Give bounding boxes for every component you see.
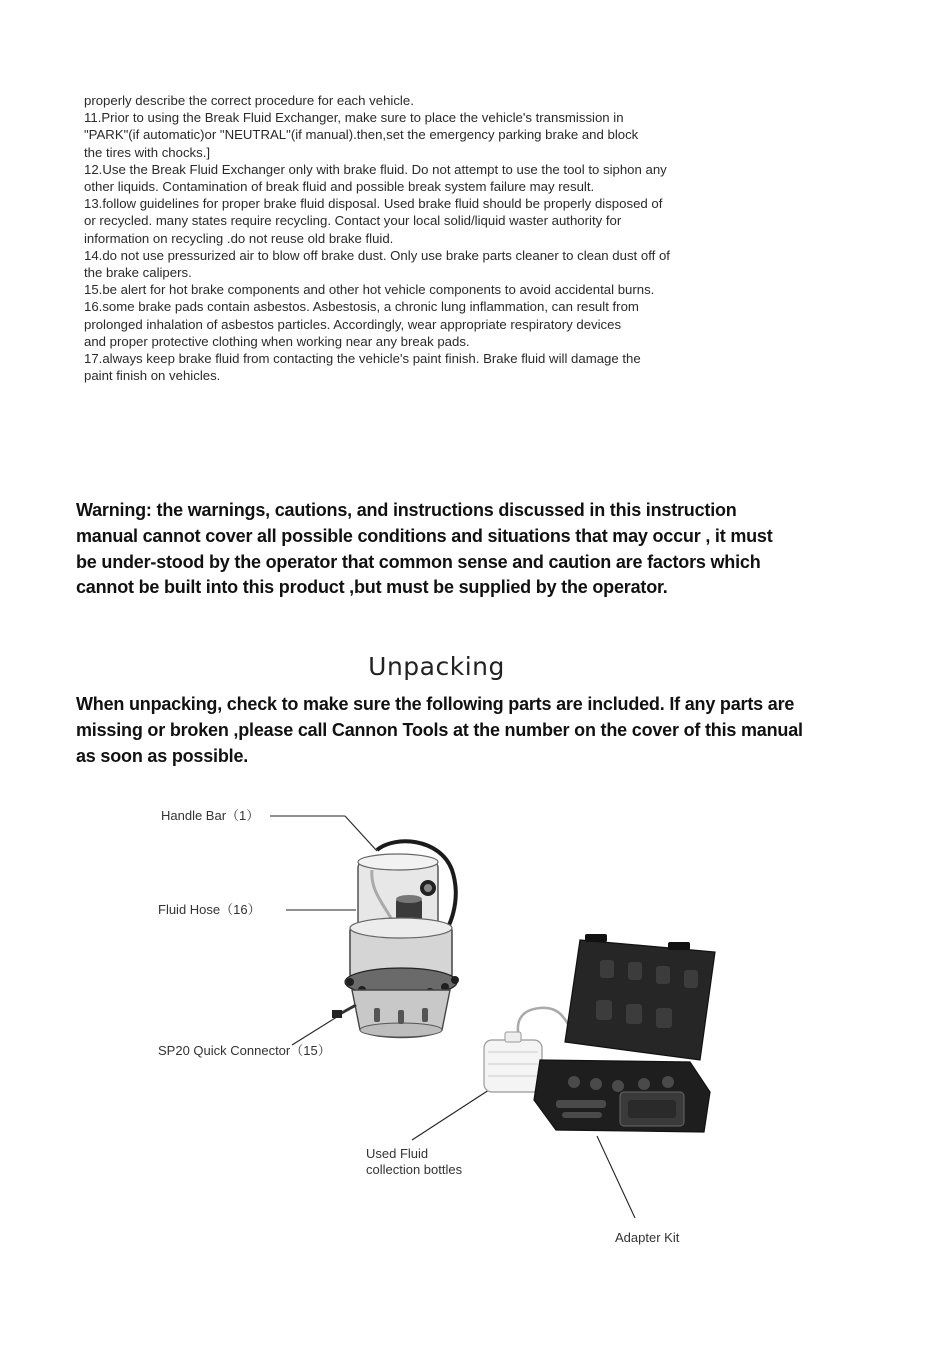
instruction-16: 16.some brake pads contain asbestos. Asbestosis, a chronic lung inflammation, can result from prolonged inhalation of asbestos particles. Accordingly, wear appropriate respiratory devices and proper protective clothing when working near any break pads. (84, 299, 639, 349)
callout-handle-bar: Handle Bar（1） (161, 808, 260, 823)
instruction-continuation: properly describe the correct procedure for each vehicle. (84, 93, 414, 108)
instruction-12: 12.Use the Break Fluid Exchanger only with brake fluid. Do not attempt to use the tool to siphon any other liquids. Contamination of break fluid and possible break system failure may result. (84, 161, 667, 195)
instruction-13: 13.follow guidelines for proper brake fluid disposal. Used brake fluid should be properly disposed of or recycled. many states require recycling. Contact your local solid/liquid waster authority for information on recycling .do not reuse old brake fluid. (84, 196, 663, 246)
callout-fluid-hose: Fluid Hose（16） (158, 902, 261, 917)
section-title-unpacking: Unpacking (368, 652, 505, 681)
callout-adapter-kit: Adapter Kit (615, 1230, 680, 1245)
warning-paragraph: Warning: the warnings, cautions, and instructions discussed in this instruction manual cannot cover all possible conditions and situations that may occur , it must be under-stood by the operator that common sense and caution are factors which cannot be built into this product ,but must be supplied by the operator. (76, 500, 773, 598)
leader-quick-connector (292, 1015, 340, 1045)
instruction-17: 17.always keep brake fluid from contacting the vehicle's paint finish. Brake fluid will damage the paint finish on vehicles. (84, 351, 641, 384)
adapter-kit-case-illustration (534, 934, 715, 1132)
leader-adapter-kit (597, 1136, 635, 1218)
leader-handle-bar-diag (345, 816, 377, 851)
instruction-15: 15.be alert for hot brake components and other hot vehicle components to avoid accidental burns. (84, 282, 655, 298)
leader-used-fluid (412, 1088, 492, 1140)
instruction-14: 14.do not use pressurized air to blow off brake dust. Only use brake parts cleaner to clean dust off of the brake calipers. (84, 247, 670, 281)
instruction-11: 11.Prior to using the Break Fluid Exchanger, make sure to place the vehicle's transmission in "PARK"(if automatic)or "NEUTRAL"(if manual).then,set the emergency parking brake and block the tires with chocks.] (84, 110, 639, 160)
fluid-exchanger-illustration (332, 841, 459, 1037)
callout-quick-connector: SP20 Quick Connector（15） (158, 1043, 331, 1058)
callout-used-fluid-bottles: Used Fluid collection bottles (366, 1146, 463, 1177)
unpacking-intro: When unpacking, check to make sure the following parts are included. If any parts are missing or broken ,please call Cannon Tools at the number on the cover of this manual as soon as possible. (76, 694, 803, 766)
